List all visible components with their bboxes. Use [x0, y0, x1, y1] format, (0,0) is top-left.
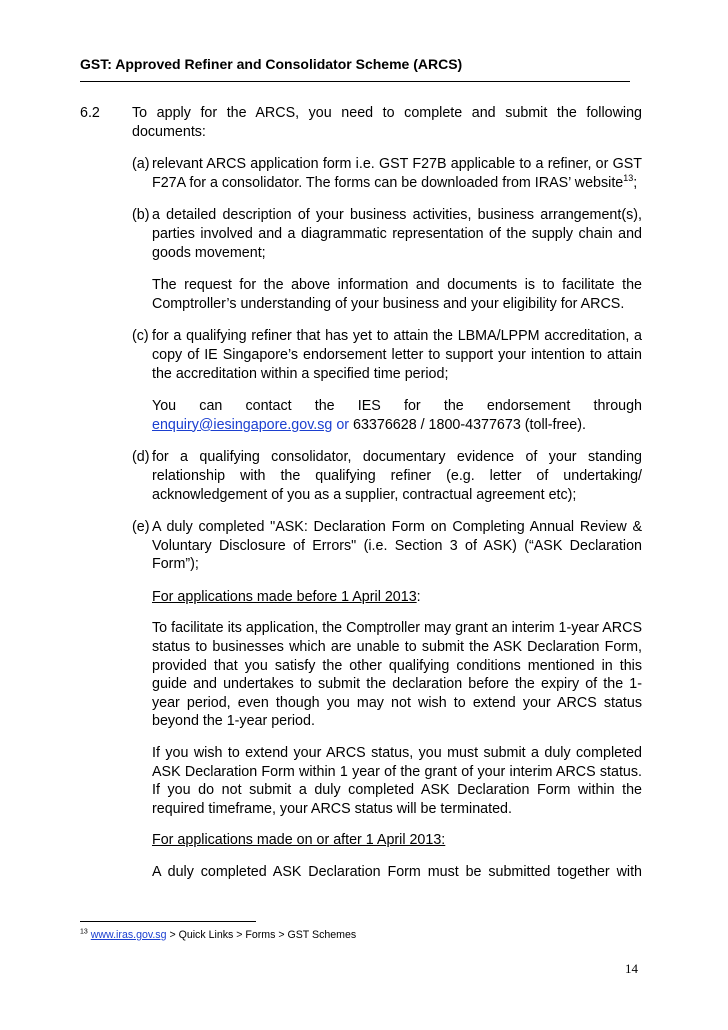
item-a-text: relevant ARCS application form i.e. GST F27B applicable to a refiner, or GST F27A for a consolidator. The forms can be downloaded from IRAS’ website — [152, 156, 642, 191]
footnote-ref-13[interactable]: 13 — [623, 173, 634, 184]
ies-phone: 63376628 / 1800-4377673 (toll-free). — [353, 416, 586, 433]
section-6-2 — [80, 104, 642, 141]
list-item-d — [132, 448, 642, 504]
item-e-text: A duly completed "ASK: Declaration Form on Completing Annual Review & Voluntary Disclosure of Errors" (i.e. Section 3 of ASK) (“ASK Declaration Form”); — [152, 519, 642, 573]
section-intro: To apply for the ARCS, you need to complete and submit the following documents: — [132, 105, 642, 140]
ies-email-link[interactable]: enquiry@iesingapore.gov.sg — [152, 416, 333, 433]
header-divider — [80, 81, 630, 82]
after-2013-paragraph-1: A duly completed ASK Declaration Form must be submitted together with — [152, 864, 642, 880]
before-2013-paragraph-2: If you wish to extend your ARCS status, you must submit a duly completed ASK Declaration Form within 1 year of the grant of your interim ARCS status. If you do not submit a duly completed ASK Declaration Form within the required timeframe, your ARCS status will be terminated. — [152, 745, 642, 817]
iras-website-link[interactable]: www.iras.gov.sg — [90, 929, 167, 941]
item-b-text: a detailed description of your business activities, business arrangement(s), parties involved and a diagrammatic representation of the supply chain and goods movement; — [152, 207, 642, 261]
before-2013-paragraph-1: To facilitate its application, the Comptroller may grant an interim 1-year ARCS status to businesses which are unable to submit the ASK Declaration Form, provided that you satisfy the other qualifying conditions mentioned in this guide and undertakes to submit the declaration before the expiry of the 1-year period, even though you may not wish to extend your ARCS status beyond the 1-year period. — [152, 620, 642, 730]
item-label: (c) — [132, 328, 149, 345]
page-number: 14 — [625, 961, 638, 976]
list-item-c — [132, 327, 642, 383]
contact-line: You can contact the IES for the endorsement through — [152, 398, 642, 415]
document-body — [80, 104, 642, 882]
before-2013-heading: For applications made before 1 April 2013: — [152, 588, 421, 605]
after-2013-heading: For applications made on or after 1 April 2013: — [152, 832, 446, 849]
list-item-e — [132, 518, 642, 574]
list-item-a: (a) relevant ARCS application form i.e. GST F27B applicable to a refiner, or GST F27A for a consolidator. The forms can be downloaded from IRAS’ website$^{13}$; — [132, 156, 642, 191]
footnote-path: > Quick Links > Forms > GST Schemes — [166, 929, 357, 941]
item-b-note: The request for the above information and documents is to facilitate the Comptroller’s understanding of your business and your eligibility for ARCS. — [152, 277, 642, 312]
item-label: (e) — [132, 519, 150, 536]
item-c-contact: You can contact the IES for the endorsement through enquiry@iesingapore.gov.sg or 63376628 / 1800-4377673 (toll-free). — [152, 398, 642, 433]
page-header-title: GST: Approved Refiner and Consolidator Scheme (ARCS) — [80, 56, 463, 72]
item-c-text: for a qualifying refiner that has yet to attain the LBMA/LPPM accreditation, a copy of IE Singapore’s endorsement letter to support your intention to attain the accreditation within a specified time period; — [152, 328, 642, 382]
item-label: (b) — [132, 207, 150, 224]
item-label: (a) — [132, 156, 150, 173]
footnote-13 — [80, 929, 356, 941]
item-label: (d) — [132, 449, 150, 466]
list-item-b — [132, 206, 642, 262]
footnote-number: 13 — [80, 928, 88, 936]
footnote-divider — [80, 921, 256, 922]
section-number: 6.2 — [80, 105, 100, 121]
item-d-text: for a qualifying consolidator, documentary evidence of your standing relationship with the qualifying refiner (e.g. letter of undertaking/ acknowledgement of you as a supplier, contractual agreement etc); — [152, 449, 642, 503]
